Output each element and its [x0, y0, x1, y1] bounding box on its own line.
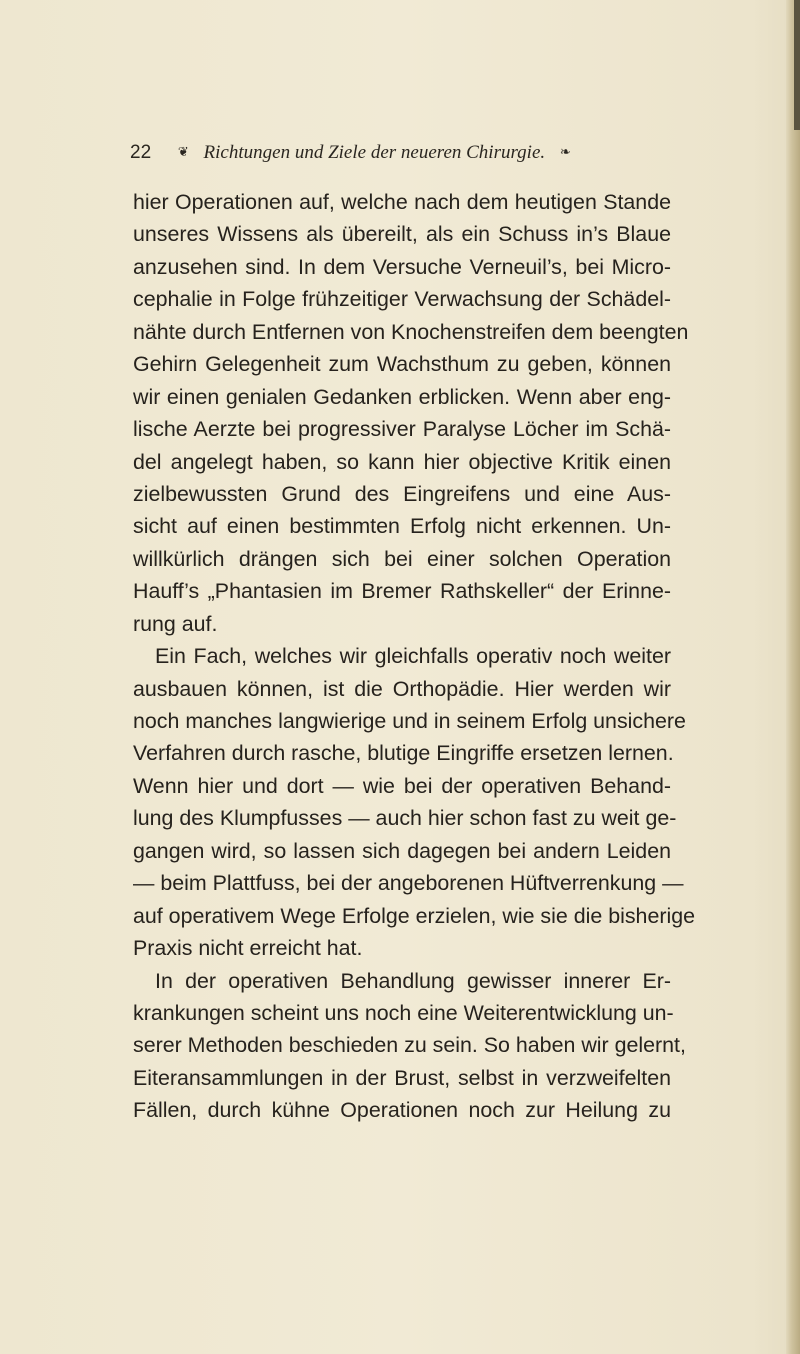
text-line: Wenn hier und dort — wie bei der operativen Behand- — [133, 773, 671, 798]
running-head — [130, 142, 690, 164]
text-line: krankungen scheint uns noch eine Weiterentwicklung un- — [133, 1000, 674, 1025]
text-line: wir einen genialen Gedanken erblicken. Wenn aber eng- — [133, 384, 671, 409]
ornament-right-icon: ❧ — [559, 144, 571, 159]
page-edge-shadow — [794, 0, 800, 130]
text-line: Gehirn Gelegenheit zum Wachsthum zu geben, können — [133, 352, 671, 377]
text-line: ausbauen können, ist die Orthopädie. Hier werden wir — [133, 676, 671, 701]
text-line: lische Aerzte bei progressiver Paralyse Löcher im Schä- — [133, 417, 671, 442]
text-line: Fällen, durch kühne Operationen noch zur Heilung zu — [133, 1098, 671, 1123]
text-line: zielbewussten Grund des Eingreifens und eine Aus- — [133, 481, 671, 506]
text-line: nähte durch Entfernen von Knochenstreifen dem beengten — [133, 319, 689, 344]
text-line: Hauff’s „Phantasien im Bremer Rathskeller“ der Erinne- — [133, 579, 671, 604]
text-line: anzusehen sind. In dem Versuche Verneuil’s, bei Micro- — [133, 254, 671, 279]
body-text — [133, 186, 696, 1127]
text-line: cephalie in Folge frühzeitiger Verwachsung der Schädel- — [133, 287, 671, 312]
text-line: del angelegt haben, so kann hier objective Kritik einen — [133, 449, 671, 474]
text-line: sicht auf einen bestimmten Erfolg nicht erkennen. Un- — [133, 514, 671, 539]
text-line: unseres Wissens als übereilt, als ein Schuss in’s Blaue — [133, 222, 671, 247]
text-line: serer Methoden beschieden zu sein. So haben wir gelernt, — [133, 1033, 686, 1058]
text-line: lung des Klumpfusses — auch hier schon fast zu weit ge- — [133, 806, 677, 831]
text-line: noch manches langwierige und in seinem Erfolg unsichere — [133, 709, 686, 733]
text-line: auf operativem Wege Erfolge erzielen, wie sie die bisherige — [133, 903, 696, 928]
text-line: Ein Fach, welches wir gleichfalls operativ noch weiter — [155, 644, 671, 669]
page-number: 22 — [130, 142, 152, 163]
page-edge — [786, 0, 800, 1354]
text-line: Verfahren durch rasche, blutige Eingriffe ersetzen lernen. — [133, 741, 674, 766]
text-line: rung auf. — [133, 611, 218, 636]
ornament-left-icon: ❦ — [177, 144, 189, 159]
text-line: Eiteransammlungen in der Brust, selbst in verzweifelten — [133, 1065, 671, 1090]
text-line: gangen wird, so lassen sich dagegen bei andern Leiden — [133, 838, 671, 863]
running-title: Richtungen und Ziele der neueren Chirurgie. — [203, 142, 546, 163]
text-line: Praxis nicht erreicht hat. — [133, 936, 363, 961]
text-line: — beim Plattfuss, bei der angeborenen Hüftverrenkung — — [133, 871, 684, 896]
text-line: In der operativen Behandlung gewisser innerer Er- — [155, 968, 671, 993]
text-line: hier Operationen auf, welche nach dem heutigen Stande — [133, 190, 671, 214]
text-line: willkürlich drängen sich bei einer solchen Operation — [133, 546, 671, 571]
